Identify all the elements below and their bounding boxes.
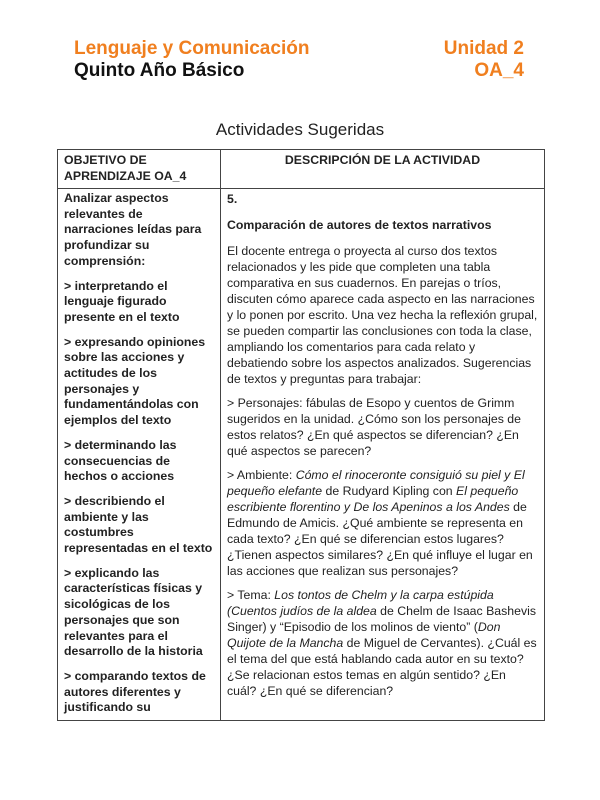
ambiente-title-2: El pequeño escribiente florentino y De los Apeninos a los Andes <box>227 484 519 514</box>
activity-number: 5. <box>227 192 238 206</box>
objective-item: > comparando textos de autores diferentes y justificando su <box>64 668 206 715</box>
subject-title: Lenguaje y Comunicación <box>74 38 310 59</box>
objective-item: > interpretando el lenguaje figurado presente en el texto <box>64 278 180 324</box>
activity-personajes: > Personajes: fábulas de Esopo y cuentos de Grimm sugeridos en la unidad. ¿Cómo son los personajes de estos relatos? ¿En qué aspectos se diferencian? ¿En qué aspectos se parecen? <box>227 396 521 458</box>
page-header <box>74 38 524 86</box>
ambiente-title-1: Cómo el rinoceronte consiguió su piel y El pequeño elefante <box>227 468 525 498</box>
activity-title: Comparación de autores de textos narrativos <box>227 218 492 232</box>
tema-title-1: Los tontos de Chelm y la carpa estúpida (Cuentos judíos de la aldea <box>227 588 494 618</box>
section-title: Actividades Sugeridas <box>215 120 385 139</box>
header-row-2 <box>74 60 524 82</box>
objective-cell <box>58 189 221 721</box>
objective-item: > determinando las consecuencias de hechos o acciones <box>64 437 177 484</box>
objective-item: > describiendo el ambiente y las costumbres representadas en el texto <box>64 493 213 556</box>
activity-intro: El docente entrega o proyecta al curso dos textos relacionados y les pide que completen una tabla comparativa en sus cuadernos. En parejas o tríos, discuten cómo aparece cada aspecto en las narraciones y lo ponen por escrito. Una vez hecha la reflexión grupal, se pueden compartir las conclusiones con toda la clase, ampliando los comentarios para cada relato y debatiendo sobre los aspectos analizados. Sugerencias de textos y preguntas para trabajar: <box>227 244 538 386</box>
description-column-header: DESCRIPCIÓN DE LA ACTIVIDAD <box>221 150 545 189</box>
activity-ambiente <box>227 467 538 579</box>
ambiente-text-2: de Rudyard Kipling con <box>322 484 457 498</box>
table-row <box>58 189 545 721</box>
ambiente-text-3: de Edmundo de Amicis. ¿Qué ambiente se representa en cada texto? ¿En qué se diferencian estos lugares? ¿Tienen aspectos similares? ¿En qué influye el lugar en las acciones que realizan sus personajes? <box>227 500 533 578</box>
unit-label: Unidad 2 <box>443 38 524 59</box>
activity-table <box>57 149 545 721</box>
objective-intro: Analizar aspectos relevantes de narraciones leídas para profundizar su comprensión: <box>64 191 202 268</box>
table-header-row <box>58 150 545 189</box>
tema-text-1: > Tema: <box>227 588 275 602</box>
activity-tema <box>227 587 538 699</box>
tema-text-3: de Miguel de Cervantes). ¿Cuál es el tema del que está hablando cada autor en su texto? ¿Se relacionan estos temas en algún sentido? ¿En cuál? ¿En qué se diferencian? <box>227 636 537 698</box>
objective-item: > explicando las características físicas y sicológicas de los personajes que son relevantes para el desarrollo de la historia <box>64 565 203 659</box>
description-cell <box>221 189 545 721</box>
header-row-1 <box>74 38 524 60</box>
grade-title: Quinto Año Básico <box>74 60 245 81</box>
ambiente-text-1: > Ambiente: <box>227 468 296 482</box>
tema-text-2: de Chelm de Isaac Bashevis Singer) y “Episodio de los molinos de viento” ( <box>227 604 536 634</box>
objective-item: > expresando opiniones sobre las acciones y actitudes de los personajes y fundamentándolas con ejemplos del texto <box>64 334 206 428</box>
tema-title-2: Don Quijote de la Mancha <box>227 620 501 650</box>
oa-label: OA_4 <box>474 60 524 81</box>
objective-column-header: OBJETIVO DE APRENDIZAJE OA_4 <box>58 150 221 189</box>
